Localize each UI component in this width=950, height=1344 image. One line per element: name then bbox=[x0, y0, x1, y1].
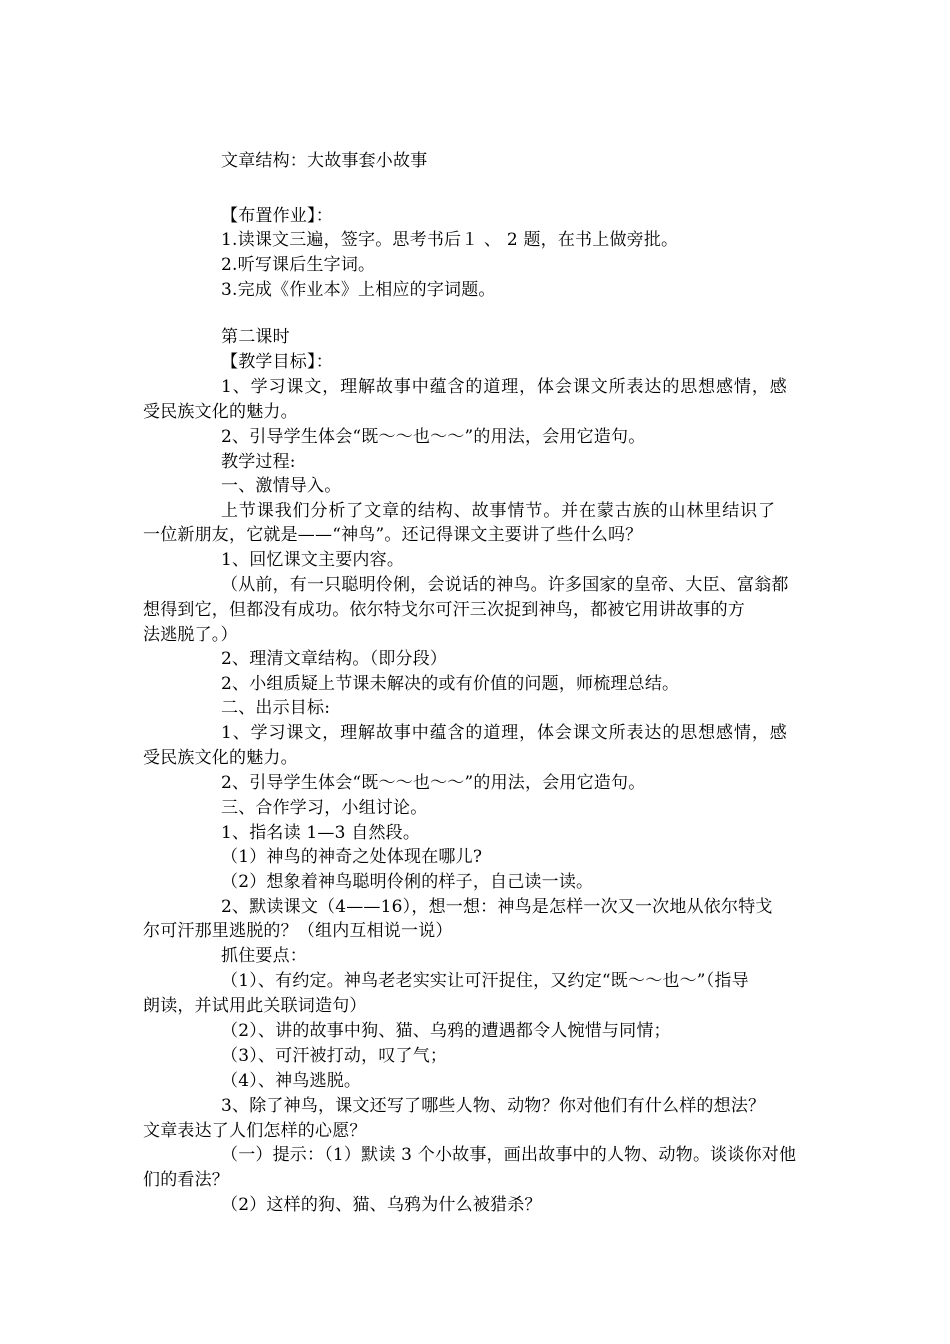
reading-question-1: （1）神鸟的神奇之处体现在哪儿? bbox=[221, 847, 483, 867]
lesson-two-heading: 第二课时 bbox=[221, 327, 290, 347]
homework-heading: 【布置作业】： bbox=[221, 206, 333, 226]
key-point-3: （3）、可汗被打动，叹了气； bbox=[221, 1046, 448, 1066]
recall-item: 1、回忆课文主要内容。 bbox=[221, 550, 405, 570]
section-2-goal-1-line-1: 1、学习课文，理解故事中蕴含的道理，体会课文所表达的思想感情，感 bbox=[221, 723, 788, 743]
reading-question-2: （2）想象着神鸟聪明伶俐的样子，自己读一读。 bbox=[221, 872, 594, 892]
homework-item-2: 2.听写课后生字词。 bbox=[221, 255, 376, 275]
key-point-4: （4）、神鸟逃脱。 bbox=[221, 1071, 362, 1091]
homework-item-1: 1.读课文三遍，签字。思考书后１ 、 2 题，在书上做旁批。 bbox=[221, 230, 679, 250]
key-point-1-line-2: 朗读，并试用此关联词造句） bbox=[143, 996, 367, 1016]
homework-item-3: 3.完成《作业本》上相应的字词题。 bbox=[221, 280, 496, 300]
silent-reading-line-2: 尔可汗那里逃脱的？（组内互相说一说） bbox=[143, 921, 453, 941]
silent-reading-line-1: 2、默读课文（4——16），想一想：神鸟是怎样一次又一次地从依尔特戈 bbox=[221, 897, 773, 917]
structure-note: 文章结构：大故事套小故事 bbox=[221, 151, 428, 171]
goal-1-line-2: 受民族文化的魅力。 bbox=[143, 402, 298, 422]
hint-line-1: （一）提示：（1）默读 3 个小故事，画出故事中的人物、动物。谈谈你对他 bbox=[221, 1145, 797, 1165]
intro-line-2: 一位新朋友，它就是——“神鸟”。还记得课文主要讲了些什么吗？ bbox=[143, 525, 643, 545]
section-2-heading: 二、出示目标: bbox=[221, 698, 331, 718]
hint-question-2: （2）这样的狗、猫、乌鸦为什么被猎杀？ bbox=[221, 1195, 542, 1215]
key-point-2: （2）、讲的故事中狗、猫、乌鸦的遭遇都令人惋惜与同情； bbox=[221, 1021, 671, 1041]
key-point-1-line-1: （1）、有约定。神鸟老老实实让可汗捉住，又约定“既～～也～”（指导 bbox=[221, 971, 749, 991]
process-heading: 教学过程: bbox=[221, 452, 296, 472]
goal-2: 2、引导学生体会“既～～也～～”的用法，会用它造句。 bbox=[221, 427, 646, 447]
recall-answer-line-2: 想得到它，但都没有成功。依尔特戈尔可汗三次捉到神鸟，都被它用讲故事的方 bbox=[143, 600, 745, 620]
key-points-heading: 抓住要点： bbox=[221, 946, 307, 966]
recall-answer-line-1: （从前，有一只聪明伶俐，会说话的神鸟。许多国家的皇帝、大臣、富翁都 bbox=[221, 575, 789, 595]
recall-answer-line-3: 法逃脱了。） bbox=[143, 625, 238, 645]
characters-question-line-2: 文章表达了人们怎样的心愿？ bbox=[143, 1121, 367, 1141]
intro-line-1: 上节课我们分析了文章的结构、故事情节。并在蒙古族的山林里结识了 bbox=[221, 501, 776, 521]
reading-item-1: 1、指名读 1—3 自然段。 bbox=[221, 823, 421, 843]
hint-line-2: 们的看法？ bbox=[143, 1170, 229, 1190]
section-2-goal-1-line-2: 受民族文化的魅力。 bbox=[143, 748, 298, 768]
structure-item: 2、理清文章结构。（即分段） bbox=[221, 649, 448, 669]
section-2-goal-2: 2、引导学生体会“既～～也～～”的用法，会用它造句。 bbox=[221, 773, 646, 793]
teaching-goals-heading: 【教学目标】： bbox=[221, 352, 333, 372]
section-1-heading: 一、激情导入。 bbox=[221, 476, 342, 496]
section-3-heading: 三、合作学习，小组讨论。 bbox=[221, 798, 428, 818]
characters-question-line-1: 3、除了神鸟，课文还写了哪些人物、动物？你对他们有什么样的想法？ bbox=[221, 1096, 766, 1116]
group-question-item: 2、小组质疑上节课未解决的或有价值的问题，师梳理总结。 bbox=[221, 674, 680, 694]
goal-1-line-1: 1、学习课文，理解故事中蕴含的道理，体会课文所表达的思想感情，感 bbox=[221, 377, 788, 397]
